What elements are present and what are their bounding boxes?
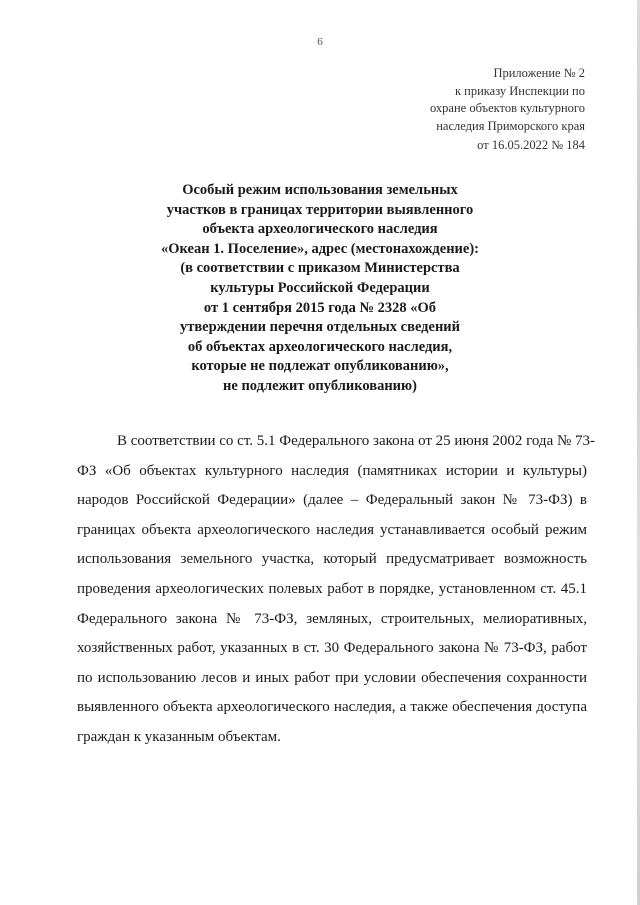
title-line: не подлежит опубликованию) bbox=[223, 377, 417, 394]
body-line: выявленного объекта археологического наследия, а также обеспечения доступа bbox=[77, 699, 587, 716]
title-line: «Океан 1. Поселение», адрес (местонахождение): bbox=[160, 240, 480, 257]
body-line: по использованию лесов и иных работ при условии обеспечения сохранности bbox=[77, 669, 587, 686]
title-line: участков в границах территории выявленного bbox=[166, 201, 474, 218]
title-line: Особый режим использования земельных bbox=[182, 182, 458, 198]
body-line: хозяйственных работ, указанных в ст. 30 Федерального закона № 73-ФЗ, работ bbox=[77, 640, 587, 657]
title-line: утверждении перечня отдельных сведений bbox=[179, 319, 461, 336]
title-line: которые не подлежат опубликованию», bbox=[191, 358, 449, 375]
body-line: граждан к указанным объектам. bbox=[77, 728, 281, 745]
body-line: ФЗ «Об объектах культурного наследия (памятниках истории и культуры) bbox=[77, 462, 587, 479]
appendix-line: к приказу Инспекции по bbox=[454, 83, 585, 98]
title-line: об объектах археологического наследия, bbox=[187, 338, 453, 355]
body-line: Федерального закона № 73-ФЗ, земляных, строительных, мелиоративных, bbox=[77, 610, 587, 627]
body-paragraph bbox=[77, 427, 596, 753]
page-number: 6 bbox=[317, 36, 323, 48]
appendix-line: охране объектов культурного bbox=[429, 101, 585, 115]
title-line: от 1 сентября 2015 года № 2328 «Об bbox=[203, 299, 437, 316]
document-title bbox=[100, 181, 540, 397]
body-line: народов Российской Федерации» (далее – Федеральный закон № 73-ФЗ) в bbox=[77, 492, 587, 509]
body-line: границах объекта археологического наследия устанавливается особый режим bbox=[77, 521, 587, 538]
title-line: объекта археологического наследия bbox=[202, 221, 438, 238]
appendix-line: наследия Приморского края bbox=[436, 118, 585, 133]
appendix-header bbox=[325, 65, 585, 135]
body-line: В соответствии со ст. 5.1 Федерального закона от 25 июня 2002 года № 73- bbox=[117, 433, 596, 449]
order-date: от 16.05.2022 № 184 bbox=[477, 138, 585, 152]
title-line: (в соответствии с приказом Министерства bbox=[180, 260, 460, 277]
body-line: использования земельного участка, который предусматривает возможность bbox=[77, 551, 587, 568]
title-line: культуры Российской Федерации bbox=[210, 279, 430, 296]
body-line: проведения археологических полевых работ в порядке, установленном ст. 45.1 bbox=[77, 580, 587, 597]
appendix-line: Приложение № 2 bbox=[493, 66, 585, 80]
